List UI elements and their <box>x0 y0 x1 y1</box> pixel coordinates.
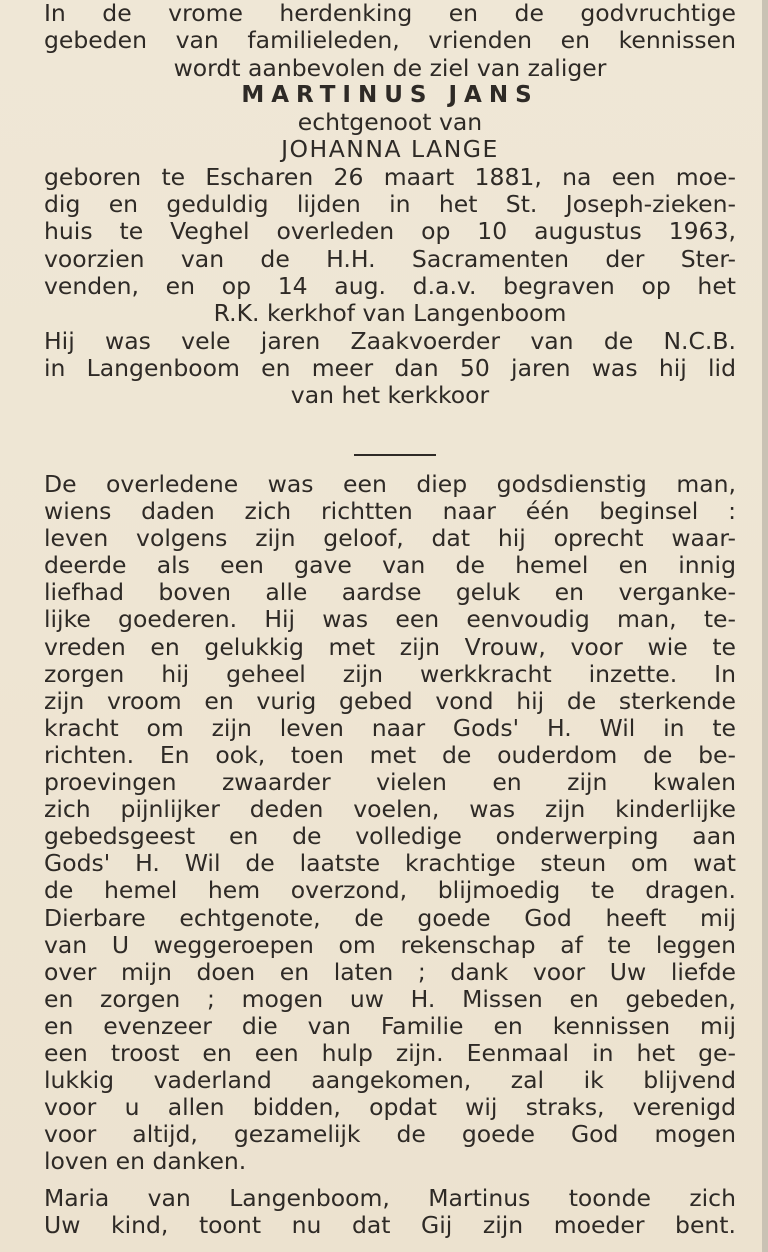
text-line: De overledene was een diep godsdienstig man, <box>44 471 736 498</box>
header-block <box>44 0 736 409</box>
text-line: en zorgen ; mogen uw H. Missen en gebeden, <box>44 985 736 1013</box>
bio-line: venden, en op 14 aug. d.a.v. begraven op het <box>44 272 736 300</box>
body-text <box>44 471 736 1175</box>
prayer-line: Maria van Langenboom, Martinus toonde zich <box>44 1185 736 1212</box>
text-line: en evenzeer die van Familie en kennissen mij <box>44 1012 736 1040</box>
bio-line: huis te Veghel overleden op 10 augustus 1963, <box>44 218 736 246</box>
intro-line: gebeden van familieleden, vrienden en kennissen <box>44 27 736 55</box>
text-line: proevingen zwaarder vielen en zijn kwalen <box>44 769 736 797</box>
text-line: deerde als een gave van de hemel en innig <box>44 552 736 580</box>
intro-line: In de vrome herdenking en de godvruchtige <box>44 0 736 27</box>
text-line: zijn vroom en vurig gebed vond hij de sterkende <box>44 687 736 715</box>
text-line: lijke goederen. Hij was een eenvoudig man, te- <box>44 606 736 634</box>
text-line: zich pijnlijker deden voelen, was zijn kinderlijke <box>44 796 736 824</box>
bio-line: in Langenboom en meer dan 50 jaren was hij lid <box>44 354 736 382</box>
text-line: voor altijd, gezamelijk de goede God mogen <box>44 1121 736 1149</box>
bio-line: Hij was vele jaren Zaakvoerder van de N.C.B. <box>44 327 736 355</box>
spouse-intro: echtgenoot van <box>297 109 483 137</box>
text-line: richten. En ook, toen met de ouderdom de be- <box>44 741 736 769</box>
text-line: Dierbare echtgenote, de goede God heeft mij <box>44 904 736 932</box>
text-line: de hemel hem overzond, blijmoedig te dragen. <box>44 877 736 905</box>
intro-line: wordt aanbevolen de ziel van zaliger <box>173 54 607 82</box>
text-line: wiens daden zich richtten naar één beginsel : <box>44 498 736 526</box>
bio-line: van het kerkkoor <box>290 382 490 410</box>
bio-line: R.K. kerkhof van Langenboom <box>213 300 567 328</box>
text-line: liefhad boven alle aardse geluk en verganke- <box>44 579 736 607</box>
text-line: loven en danken. <box>44 1148 247 1176</box>
card-edge <box>762 0 768 1252</box>
text-line: gebedsgeest en de volledige onderwerping aan <box>44 823 736 851</box>
spouse-name: JOHANNA LANGE <box>281 136 499 164</box>
bio-line: voorzien van de H.H. Sacramenten der Ster- <box>44 245 736 273</box>
deceased-name: MARTINUS JANS <box>241 81 539 108</box>
text-line: Gods' H. Wil de laatste krachtige steun om wat <box>44 850 736 878</box>
separator-rule <box>354 454 436 456</box>
text-line: van U weggeroepen om rekenschap af te leggen <box>44 931 736 959</box>
text-line: een troost en een hulp zijn. Eenmaal in het ge- <box>44 1039 736 1067</box>
text-line: kracht om zijn leven naar Gods' H. Wil in te <box>44 714 736 742</box>
bio-line: dig en geduldig lijden in het St. Joseph-zieken- <box>44 191 736 219</box>
text-line: lukkig vaderland aangekomen, zal ik blijvend <box>44 1067 736 1095</box>
text-line: leven volgens zijn geloof, dat hij oprecht waar- <box>44 525 736 553</box>
text-line: zorgen hij geheel zijn werkkracht inzette. In <box>44 660 736 688</box>
text-line: over mijn doen en laten ; dank voor Uw liefde <box>44 958 736 986</box>
text-line: voor u allen bidden, opdat wij straks, verenigd <box>44 1094 736 1122</box>
prayer-line: Uw kind, toont nu dat Gij zijn moeder bent. <box>44 1212 736 1240</box>
bio-line: geboren te Escharen 26 maart 1881, na een moe- <box>44 163 736 191</box>
text-line: vreden en gelukkig met zijn Vrouw, voor wie te <box>44 633 736 661</box>
closing-prayer <box>44 1185 736 1240</box>
